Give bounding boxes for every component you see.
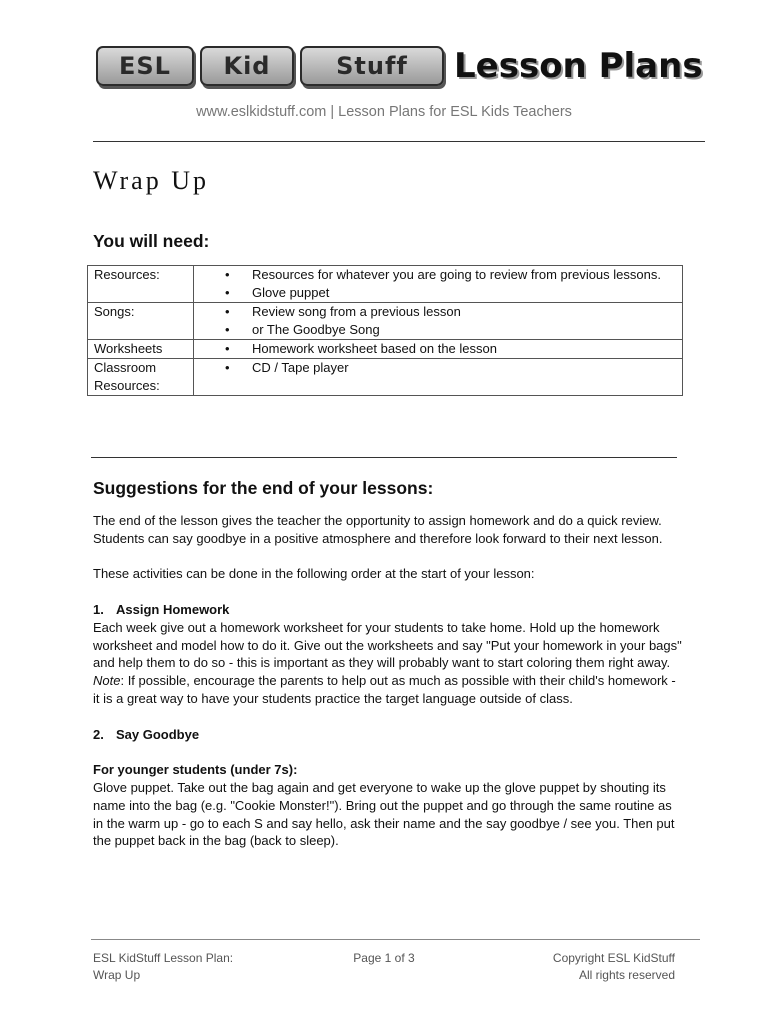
site-tagline: www.eslkidstuff.com | Lesson Plans for ESL Kids Teachers bbox=[196, 104, 572, 120]
needs-row-songs bbox=[88, 303, 683, 340]
needs-item: • Resources for whatever you are going to review from previous lessons. bbox=[252, 266, 676, 284]
step2-title: Say Goodbye bbox=[116, 726, 200, 742]
order-paragraph: These activities can be done in the following order at the start of your lesson: bbox=[93, 566, 535, 582]
needs-item: • or The Goodbye Song bbox=[252, 321, 676, 339]
note-paragraph bbox=[93, 672, 683, 708]
needs-row-items bbox=[194, 340, 683, 359]
lesson-plans-wordmark: Lesson Plans bbox=[454, 46, 703, 86]
footer-copyright: Copyright ESL KidStuff bbox=[552, 951, 675, 965]
note-body: : If possible, encourage the parents to help out as much as possible with their child's homework - it is a great way to have your students practice the target language outside of class. bbox=[93, 673, 676, 706]
suggestions-heading: Suggestions for the end of your lessons: bbox=[93, 478, 434, 498]
step1-heading bbox=[93, 601, 683, 619]
needs-row-label: Resources: bbox=[88, 266, 194, 303]
younger-students-paragraph: Glove puppet. Take out the bag again and get everyone to wake up the glove puppet by shouting its name into the bag (e.g. "Cookie Monster!"). Bring out the puppet and go through the same routine as in the warm up - go to each S and say hello, ask their name and the say goodbye / see you. Then put the puppet back in the bag (back to sleep). bbox=[93, 779, 675, 849]
needs-row-label: Worksheets bbox=[88, 340, 194, 359]
younger-students-heading: For younger students (under 7s): bbox=[93, 762, 298, 778]
logo-block-stuff: Stuff bbox=[300, 46, 444, 86]
needs-row-resources bbox=[88, 266, 683, 303]
needs-row-label: Classroom Resources: bbox=[88, 359, 194, 396]
footer-lesson-name: Wrap Up bbox=[93, 967, 141, 982]
page-title: Wrap Up bbox=[93, 166, 209, 195]
step1-paragraph: Each week give out a homework worksheet for your students to take home. Hold up the homework worksheet and model how to do it. Give out the worksheets and say "Put your homework in your bags" and help them to do so - this is important as they will probably want to start coloring them right away. bbox=[93, 619, 682, 671]
footer-rights: All rights reserved bbox=[578, 967, 675, 982]
step2-heading bbox=[93, 726, 683, 744]
needs-row-items bbox=[194, 303, 683, 340]
needs-row-label: Songs: bbox=[88, 303, 194, 340]
needs-item: • Review song from a previous lesson bbox=[252, 303, 676, 321]
needs-row-items bbox=[194, 266, 683, 303]
footer-page-number: Page 1 of 3 bbox=[353, 951, 415, 965]
needs-row-worksheets bbox=[88, 340, 683, 359]
needs-item: • Homework worksheet based on the lesson bbox=[252, 340, 676, 358]
suggestions-body bbox=[93, 512, 683, 850]
step1-title: Assign Homework bbox=[116, 601, 230, 617]
needs-table bbox=[87, 265, 683, 396]
needs-row-classroom-resources bbox=[88, 359, 683, 396]
intro-paragraph: The end of the lesson gives the teacher the opportunity to assign homework and do a quick review. Students can say goodbye in a positive atmosphere and therefore look forward to their next lesson. bbox=[93, 513, 663, 546]
needs-item: • Glove puppet bbox=[252, 284, 676, 302]
section-divider bbox=[91, 457, 677, 458]
esl-kidstuff-logo bbox=[96, 40, 706, 96]
needs-heading: You will need: bbox=[93, 231, 210, 251]
note-label: Note bbox=[93, 673, 121, 689]
logo-block-kid: Kid bbox=[200, 46, 294, 86]
footer-lesson-plan-label: ESL KidStuff Lesson Plan: bbox=[93, 951, 234, 965]
step2-number: 2. bbox=[93, 726, 104, 742]
needs-item: • CD / Tape player bbox=[252, 359, 676, 377]
footer-divider bbox=[91, 939, 700, 940]
step1-number: 1. bbox=[93, 601, 104, 617]
needs-row-items bbox=[194, 359, 683, 396]
logo-block-esl: ESL bbox=[96, 46, 194, 86]
header-divider bbox=[93, 141, 705, 142]
footer-right bbox=[553, 950, 675, 983]
